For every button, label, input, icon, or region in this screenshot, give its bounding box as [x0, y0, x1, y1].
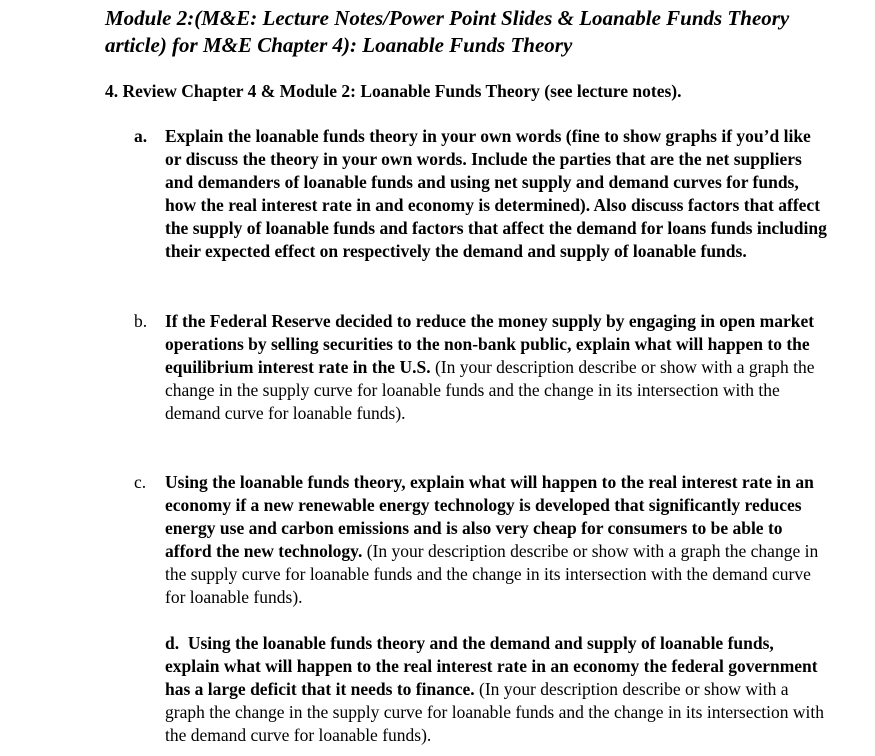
question-text: If the Federal Reserve decided to reduce the money supply by engaging in open market operations by selling securities to the non-bank public, explain what will happen to the equilibrium interest rate in the U.S. — [165, 311, 815, 377]
document-title: Module 2:(M&E: Lecture Notes/Power Point Slides & Loanable Funds Theory article) for M&E Chapter 4): Loanable Funds Theory — [105, 6, 790, 57]
list-marker: d. — [165, 633, 188, 653]
instruction-text: (In your description describe or show with a graph the change in the supply curve for loanable funds and the change in its intersection with the demand curve for loanable funds). — [165, 679, 824, 745]
question-text: Explain the loanable funds theory in your own words (fine to show graphs if you’d like or discuss the theory in your own words. Include the parties that are the net suppliers and demanders of loanable funds and using net supply and demand curves for funds, how the real interest rate in and economy is determined). Also discuss factors that affect the supply of loanable funds and factors that affect the demand for loans funds including their expected effect on respectively the demand and supply of loanable funds. — [165, 126, 827, 261]
question-item-c — [134, 471, 830, 609]
question-item-d — [165, 632, 830, 747]
section-heading: 4. Review Chapter 4 & Module 2: Loanable Funds Theory (see lecture notes). — [105, 81, 682, 101]
question-item-a — [134, 125, 830, 263]
question-text: Using the loanable funds theory, explain what will happen to the real interest rate in an economy if a new renewable energy technology is developed that significantly reduces energy use and carbon emissions and is also very cheap for consumers to be able to afford the new technology. — [165, 472, 814, 561]
list-marker: c. — [134, 472, 147, 492]
list-marker: a. — [134, 126, 148, 146]
question-text: Using the loanable funds theory and the demand and supply of loanable funds, explain what will happen to the real interest rate in an economy the federal government has a large deficit that it needs to finance. — [165, 633, 818, 699]
instruction-text: (In your description describe or show with a graph the change in the supply curve for loanable funds and the change in its intersection with the demand curve for loanable funds). — [165, 541, 819, 607]
question-item-b — [134, 310, 830, 425]
instruction-text: (In your description describe or show with a graph the change in the supply curve for loanable funds and the change in its intersection with the demand curve for loanable funds). — [165, 357, 815, 423]
list-marker: b. — [134, 311, 148, 331]
